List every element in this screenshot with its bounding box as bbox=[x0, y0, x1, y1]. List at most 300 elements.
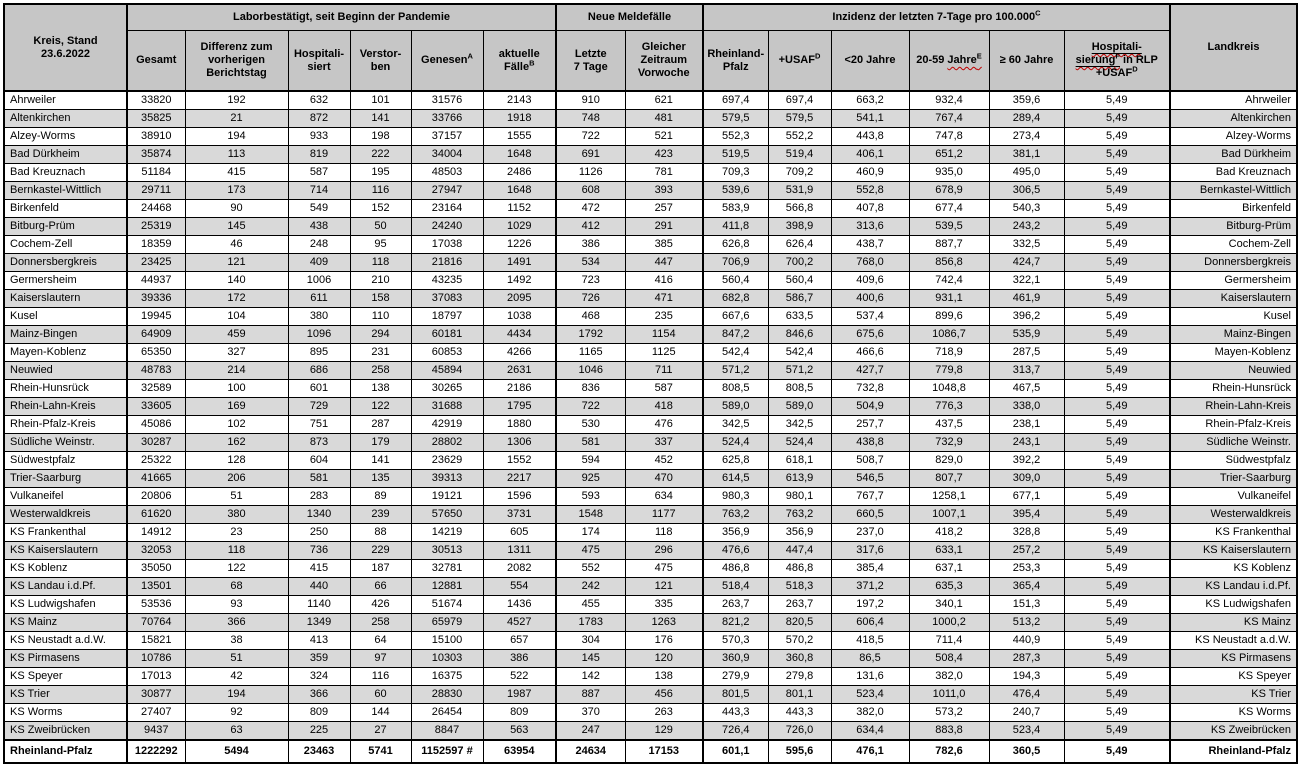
footnote-marker-b: B bbox=[529, 57, 535, 67]
value-cell: 935,0 bbox=[909, 164, 989, 182]
value-cell: 21 bbox=[185, 110, 288, 128]
value-cell: 60853 bbox=[411, 344, 483, 362]
value-cell: 206 bbox=[185, 470, 288, 488]
value-cell: 587 bbox=[625, 380, 703, 398]
hospitalisierung-label-line3 bbox=[1068, 64, 1167, 80]
value-cell: 476 bbox=[625, 416, 703, 434]
value-cell: 847,2 bbox=[703, 326, 768, 344]
value-cell: 700,2 bbox=[768, 254, 831, 272]
value-cell: 5,49 bbox=[1064, 722, 1170, 741]
total-row bbox=[4, 740, 1297, 763]
value-cell: 23164 bbox=[411, 200, 483, 218]
value-cell: 763,2 bbox=[768, 506, 831, 524]
value-cell: 400,6 bbox=[831, 290, 909, 308]
value-cell: 8847 bbox=[411, 722, 483, 741]
value-cell: 42919 bbox=[411, 416, 483, 434]
value-cell: 1140 bbox=[288, 596, 350, 614]
value-cell: 144 bbox=[350, 704, 411, 722]
value-cell: 418,2 bbox=[909, 524, 989, 542]
value-cell: 116 bbox=[350, 182, 411, 200]
table-foot bbox=[4, 740, 1297, 763]
value-cell: 138 bbox=[625, 668, 703, 686]
value-cell: 247 bbox=[556, 722, 625, 741]
table-row bbox=[4, 470, 1297, 488]
value-cell: 283 bbox=[288, 488, 350, 506]
value-cell: 48503 bbox=[411, 164, 483, 182]
value-cell: 406,1 bbox=[831, 146, 909, 164]
value-cell: 97 bbox=[350, 650, 411, 668]
value-cell: 570,3 bbox=[703, 632, 768, 650]
value-cell: 65350 bbox=[127, 344, 185, 362]
value-cell: 382,0 bbox=[831, 704, 909, 722]
value-cell: 122 bbox=[350, 398, 411, 416]
value-cell: 531,9 bbox=[768, 182, 831, 200]
value-cell: 1648 bbox=[483, 182, 556, 200]
value-cell: 593 bbox=[556, 488, 625, 506]
value-cell: 48783 bbox=[127, 362, 185, 380]
value-cell: 736 bbox=[288, 542, 350, 560]
value-cell: 128 bbox=[185, 452, 288, 470]
value-cell: 456 bbox=[625, 686, 703, 704]
value-cell: 141 bbox=[350, 110, 411, 128]
value-cell: 317,6 bbox=[831, 542, 909, 560]
value-cell: 122 bbox=[185, 560, 288, 578]
value-cell: 709,3 bbox=[703, 164, 768, 182]
value-cell: 5,49 bbox=[1064, 326, 1170, 344]
value-cell: 386 bbox=[483, 650, 556, 668]
value-cell: 5,49 bbox=[1064, 218, 1170, 236]
value-cell: 611 bbox=[288, 290, 350, 308]
value-cell: 873 bbox=[288, 434, 350, 452]
value-cell: 625,8 bbox=[703, 452, 768, 470]
value-cell: 632 bbox=[288, 91, 350, 110]
value-cell: 660,5 bbox=[831, 506, 909, 524]
value-cell: 542,4 bbox=[768, 344, 831, 362]
kreis-name-cell: KS Kaiserslautern bbox=[4, 542, 127, 560]
value-cell: 116 bbox=[350, 668, 411, 686]
value-cell: 541,1 bbox=[831, 110, 909, 128]
value-cell: 93 bbox=[185, 596, 288, 614]
value-cell: 32053 bbox=[127, 542, 185, 560]
value-cell: 5,49 bbox=[1064, 290, 1170, 308]
landkreis-name-cell: KS Frankenthal bbox=[1170, 524, 1297, 542]
hospitalisiert-label-line2: siert bbox=[307, 60, 331, 73]
value-cell: 415 bbox=[288, 560, 350, 578]
value-cell: 782,6 bbox=[909, 740, 989, 763]
group-header-laborbestaetigt bbox=[127, 4, 556, 31]
value-cell: 366 bbox=[288, 686, 350, 704]
value-cell: 19121 bbox=[411, 488, 483, 506]
value-cell: 887,7 bbox=[909, 236, 989, 254]
value-cell: 21816 bbox=[411, 254, 483, 272]
value-cell: 5,49 bbox=[1064, 740, 1170, 763]
table-body bbox=[4, 91, 1297, 740]
value-cell: 711 bbox=[625, 362, 703, 380]
value-cell: 781 bbox=[625, 164, 703, 182]
landkreis-name-cell: Ahrweiler bbox=[1170, 91, 1297, 110]
value-cell: 747,8 bbox=[909, 128, 989, 146]
value-cell: 1006 bbox=[288, 272, 350, 290]
value-cell: 15100 bbox=[411, 632, 483, 650]
kreis-name-cell: Südwestpfalz bbox=[4, 452, 127, 470]
value-cell: 508,7 bbox=[831, 452, 909, 470]
value-cell: 12881 bbox=[411, 578, 483, 596]
value-cell: 604 bbox=[288, 452, 350, 470]
value-cell: 33820 bbox=[127, 91, 185, 110]
value-cell: 13501 bbox=[127, 578, 185, 596]
value-cell: 380 bbox=[288, 308, 350, 326]
value-cell: 608 bbox=[556, 182, 625, 200]
value-cell: 17153 bbox=[625, 740, 703, 763]
kreis-name-cell: KS Zweibrücken bbox=[4, 722, 127, 741]
value-cell: 767,7 bbox=[831, 488, 909, 506]
value-cell: 322,1 bbox=[989, 272, 1064, 290]
table-row bbox=[4, 200, 1297, 218]
value-cell: 440,9 bbox=[989, 632, 1064, 650]
value-cell: 118 bbox=[350, 254, 411, 272]
value-cell: 587 bbox=[288, 164, 350, 182]
value-cell: 92 bbox=[185, 704, 288, 722]
value-cell: 980,3 bbox=[703, 488, 768, 506]
landkreis-name-cell: KS Landau i.d.Pf. bbox=[1170, 578, 1297, 596]
value-cell: 46 bbox=[185, 236, 288, 254]
table-row bbox=[4, 344, 1297, 362]
value-cell: 523,4 bbox=[989, 722, 1064, 741]
value-cell: 360,8 bbox=[768, 650, 831, 668]
value-cell: 535,9 bbox=[989, 326, 1064, 344]
value-cell: 145 bbox=[556, 650, 625, 668]
landkreis-label: Landkreis bbox=[1207, 41, 1260, 53]
value-cell: 38910 bbox=[127, 128, 185, 146]
hospitalisierung-word2 bbox=[1075, 51, 1120, 66]
value-cell: 5,49 bbox=[1064, 272, 1170, 290]
value-cell: 138 bbox=[350, 380, 411, 398]
value-cell: 195 bbox=[350, 164, 411, 182]
letzte-label-line1: Letzte bbox=[574, 47, 607, 60]
value-cell: 4266 bbox=[483, 344, 556, 362]
value-cell: 197,2 bbox=[831, 596, 909, 614]
col-header-letzte-7-tage bbox=[556, 31, 625, 92]
value-cell: 31576 bbox=[411, 91, 483, 110]
value-cell: 332,5 bbox=[989, 236, 1064, 254]
value-cell: 1165 bbox=[556, 344, 625, 362]
value-cell: 32589 bbox=[127, 380, 185, 398]
value-cell: 340,1 bbox=[909, 596, 989, 614]
table-row bbox=[4, 506, 1297, 524]
landkreis-name-cell: Südwestpfalz bbox=[1170, 452, 1297, 470]
value-cell: 86,5 bbox=[831, 650, 909, 668]
value-cell: 20806 bbox=[127, 488, 185, 506]
value-cell: 17038 bbox=[411, 236, 483, 254]
value-cell: 291 bbox=[625, 218, 703, 236]
value-cell: 15821 bbox=[127, 632, 185, 650]
value-cell: 742,4 bbox=[909, 272, 989, 290]
value-cell: 382,0 bbox=[909, 668, 989, 686]
value-cell: 682,8 bbox=[703, 290, 768, 308]
value-cell: 242 bbox=[556, 578, 625, 596]
value-cell: 102 bbox=[185, 416, 288, 434]
table-row bbox=[4, 524, 1297, 542]
table-row bbox=[4, 128, 1297, 146]
value-cell: 214 bbox=[185, 362, 288, 380]
value-cell: 309,0 bbox=[989, 470, 1064, 488]
table-row bbox=[4, 614, 1297, 632]
value-cell: 18359 bbox=[127, 236, 185, 254]
value-cell: 524,4 bbox=[768, 434, 831, 452]
table-row bbox=[4, 182, 1297, 200]
value-cell: 24240 bbox=[411, 218, 483, 236]
value-cell: 537,4 bbox=[831, 308, 909, 326]
value-cell: 235 bbox=[625, 308, 703, 326]
kreis-name-cell: Bitburg-Prüm bbox=[4, 218, 127, 236]
value-cell: 5,49 bbox=[1064, 704, 1170, 722]
footnote-marker-d: D bbox=[814, 51, 821, 61]
value-cell: 63 bbox=[185, 722, 288, 741]
value-cell: 461,9 bbox=[989, 290, 1064, 308]
value-cell: 626,8 bbox=[703, 236, 768, 254]
value-cell: 554 bbox=[483, 578, 556, 596]
table-row bbox=[4, 218, 1297, 236]
landkreis-name-cell: KS Neustadt a.d.W. bbox=[1170, 632, 1297, 650]
value-cell: 26454 bbox=[411, 704, 483, 722]
value-cell: 560,4 bbox=[703, 272, 768, 290]
col-header-genesen bbox=[411, 31, 483, 92]
value-cell: 289,4 bbox=[989, 110, 1064, 128]
differenz-label: Differenz zum vorherigen Berichtstag bbox=[200, 41, 273, 79]
value-cell: 495,0 bbox=[989, 164, 1064, 182]
value-cell: 1038 bbox=[483, 308, 556, 326]
table-row bbox=[4, 272, 1297, 290]
value-cell: 809 bbox=[483, 704, 556, 722]
kreis-name-cell: Cochem-Zell bbox=[4, 236, 127, 254]
value-cell: 729 bbox=[288, 398, 350, 416]
value-cell: 304 bbox=[556, 632, 625, 650]
value-cell: 443,8 bbox=[831, 128, 909, 146]
value-cell: 552,2 bbox=[768, 128, 831, 146]
value-cell: 5,49 bbox=[1064, 452, 1170, 470]
value-cell: 37083 bbox=[411, 290, 483, 308]
value-cell: 359 bbox=[288, 650, 350, 668]
value-cell: 10303 bbox=[411, 650, 483, 668]
value-cell: 101 bbox=[350, 91, 411, 110]
value-cell: 365,4 bbox=[989, 578, 1064, 596]
value-cell: 90 bbox=[185, 200, 288, 218]
value-cell: 779,8 bbox=[909, 362, 989, 380]
value-cell: 1226 bbox=[483, 236, 556, 254]
value-cell: 14219 bbox=[411, 524, 483, 542]
value-cell: 324 bbox=[288, 668, 350, 686]
value-cell: 415 bbox=[185, 164, 288, 182]
kreis-stand-date: 23.6.2022 bbox=[41, 47, 90, 60]
table-row bbox=[4, 632, 1297, 650]
value-cell: 60181 bbox=[411, 326, 483, 344]
value-cell: 808,5 bbox=[703, 380, 768, 398]
landkreis-name-cell: KS Kaiserslautern bbox=[1170, 542, 1297, 560]
value-cell: 395,4 bbox=[989, 506, 1064, 524]
landkreis-name-cell: Mainz-Bingen bbox=[1170, 326, 1297, 344]
value-cell: 418,5 bbox=[831, 632, 909, 650]
value-cell: 172 bbox=[185, 290, 288, 308]
value-cell: 409,6 bbox=[831, 272, 909, 290]
value-cell: 524,4 bbox=[703, 434, 768, 452]
landkreis-name-cell: KS Koblenz bbox=[1170, 560, 1297, 578]
value-cell: 5,49 bbox=[1064, 560, 1170, 578]
value-cell: 481 bbox=[625, 110, 703, 128]
value-cell: 613,9 bbox=[768, 470, 831, 488]
footnote-marker-c: C bbox=[1035, 8, 1041, 18]
value-cell: 5,49 bbox=[1064, 200, 1170, 218]
value-cell: 801,5 bbox=[703, 686, 768, 704]
vorwoche-label-line3: Vorwoche bbox=[637, 67, 690, 79]
value-cell: 169 bbox=[185, 398, 288, 416]
usaf-text: +USAF bbox=[1095, 67, 1133, 79]
value-cell: 566,8 bbox=[768, 200, 831, 218]
value-cell: 33605 bbox=[127, 398, 185, 416]
value-cell: 335 bbox=[625, 596, 703, 614]
landkreis-name-cell: KS Pirmasens bbox=[1170, 650, 1297, 668]
value-cell: 118 bbox=[625, 524, 703, 542]
value-cell: 519,4 bbox=[768, 146, 831, 164]
value-cell: 5494 bbox=[185, 740, 288, 763]
value-cell: 411,8 bbox=[703, 218, 768, 236]
value-cell: 243,2 bbox=[989, 218, 1064, 236]
jahre-word: Jahre bbox=[947, 54, 977, 66]
ab-60-label: ≥ 60 Jahre bbox=[999, 54, 1054, 66]
value-cell: 294 bbox=[350, 326, 411, 344]
value-cell: 807,7 bbox=[909, 470, 989, 488]
value-cell: 476,4 bbox=[989, 686, 1064, 704]
value-cell: 366 bbox=[185, 614, 288, 632]
value-cell: 1648 bbox=[483, 146, 556, 164]
value-cell: 60 bbox=[350, 686, 411, 704]
value-cell: 447,4 bbox=[768, 542, 831, 560]
table-row bbox=[4, 308, 1297, 326]
landkreis-name-cell: Kusel bbox=[1170, 308, 1297, 326]
value-cell: 872 bbox=[288, 110, 350, 128]
value-cell: 5,49 bbox=[1064, 596, 1170, 614]
value-cell: 258 bbox=[350, 362, 411, 380]
landkreis-name-cell: Rhein-Pfalz-Kreis bbox=[1170, 416, 1297, 434]
usaf-label: +USAF bbox=[778, 54, 815, 66]
value-cell: 2631 bbox=[483, 362, 556, 380]
col-header-hospitalisierung bbox=[1064, 31, 1170, 92]
table-row bbox=[4, 164, 1297, 182]
value-cell: 539,6 bbox=[703, 182, 768, 200]
value-cell: 158 bbox=[350, 290, 411, 308]
value-cell: 113 bbox=[185, 146, 288, 164]
value-cell: 250 bbox=[288, 524, 350, 542]
value-cell: 50 bbox=[350, 218, 411, 236]
value-cell: 519,5 bbox=[703, 146, 768, 164]
landkreis-name-cell: Mayen-Koblenz bbox=[1170, 344, 1297, 362]
table-row bbox=[4, 596, 1297, 614]
hospitalisiert-label-line1: Hospitali- bbox=[293, 47, 345, 60]
landkreis-name-cell: Bad Kreuznach bbox=[1170, 164, 1297, 182]
value-cell: 53536 bbox=[127, 596, 185, 614]
value-cell: 1258,1 bbox=[909, 488, 989, 506]
value-cell: 621 bbox=[625, 91, 703, 110]
value-cell: 1492 bbox=[483, 272, 556, 290]
aktuelle-faelle-word: Fälle bbox=[504, 60, 530, 73]
value-cell: 513,2 bbox=[989, 614, 1064, 632]
vorwoche-label-line2: Zeitraum bbox=[640, 54, 687, 66]
value-cell: 396,2 bbox=[989, 308, 1064, 326]
value-cell: 413 bbox=[288, 632, 350, 650]
value-cell: 68 bbox=[185, 578, 288, 596]
value-cell: 443,3 bbox=[768, 704, 831, 722]
value-cell: 110 bbox=[350, 308, 411, 326]
value-cell: 763,2 bbox=[703, 506, 768, 524]
kreis-name-cell: Neuwied bbox=[4, 362, 127, 380]
value-cell: 51 bbox=[185, 488, 288, 506]
value-cell: 23629 bbox=[411, 452, 483, 470]
value-cell: 552 bbox=[556, 560, 625, 578]
value-cell: 131,6 bbox=[831, 668, 909, 686]
col-header-differenz bbox=[185, 31, 288, 92]
value-cell: 210 bbox=[350, 272, 411, 290]
value-cell: 398,9 bbox=[768, 218, 831, 236]
value-cell: 1783 bbox=[556, 614, 625, 632]
value-cell: 605 bbox=[483, 524, 556, 542]
value-cell: 722 bbox=[556, 128, 625, 146]
value-cell: 23425 bbox=[127, 254, 185, 272]
value-cell: 392,2 bbox=[989, 452, 1064, 470]
value-cell: 356,9 bbox=[768, 524, 831, 542]
value-cell: 27 bbox=[350, 722, 411, 741]
value-cell: 767,4 bbox=[909, 110, 989, 128]
value-cell: 370 bbox=[556, 704, 625, 722]
value-cell: 279,8 bbox=[768, 668, 831, 686]
value-cell: 595,6 bbox=[768, 740, 831, 763]
value-cell: 10786 bbox=[127, 650, 185, 668]
value-cell: 675,6 bbox=[831, 326, 909, 344]
col-header-verstorben bbox=[350, 31, 411, 92]
value-cell: 455 bbox=[556, 596, 625, 614]
value-cell: 30513 bbox=[411, 542, 483, 560]
value-cell: 257 bbox=[625, 200, 703, 218]
landkreis-name-cell: Rheinland-Pfalz bbox=[1170, 740, 1297, 763]
value-cell: 440 bbox=[288, 578, 350, 596]
landkreis-name-cell: KS Worms bbox=[1170, 704, 1297, 722]
aktuelle-label-line1: aktuelle bbox=[498, 47, 540, 60]
value-cell: 534 bbox=[556, 254, 625, 272]
value-cell: 1795 bbox=[483, 398, 556, 416]
value-cell: 38 bbox=[185, 632, 288, 650]
value-cell: 95 bbox=[350, 236, 411, 254]
value-cell: 88 bbox=[350, 524, 411, 542]
col-header-ab-60-jahre bbox=[989, 31, 1064, 92]
value-cell: 287,5 bbox=[989, 344, 1064, 362]
value-cell: 732,9 bbox=[909, 434, 989, 452]
value-cell: 257,7 bbox=[831, 416, 909, 434]
value-cell: 5,49 bbox=[1064, 110, 1170, 128]
value-cell: 829,0 bbox=[909, 452, 989, 470]
landkreis-name-cell: Germersheim bbox=[1170, 272, 1297, 290]
value-cell: 2217 bbox=[483, 470, 556, 488]
value-cell: 718,9 bbox=[909, 344, 989, 362]
value-cell: 667,6 bbox=[703, 308, 768, 326]
value-cell: 229 bbox=[350, 542, 411, 560]
landkreis-name-cell: Vulkaneifel bbox=[1170, 488, 1297, 506]
value-cell: 327 bbox=[185, 344, 288, 362]
value-cell: 5,49 bbox=[1064, 344, 1170, 362]
value-cell: 706,9 bbox=[703, 254, 768, 272]
landkreis-name-cell: Cochem-Zell bbox=[1170, 236, 1297, 254]
value-cell: 542,4 bbox=[703, 344, 768, 362]
value-cell: 66 bbox=[350, 578, 411, 596]
table-row bbox=[4, 452, 1297, 470]
value-cell: 1436 bbox=[483, 596, 556, 614]
